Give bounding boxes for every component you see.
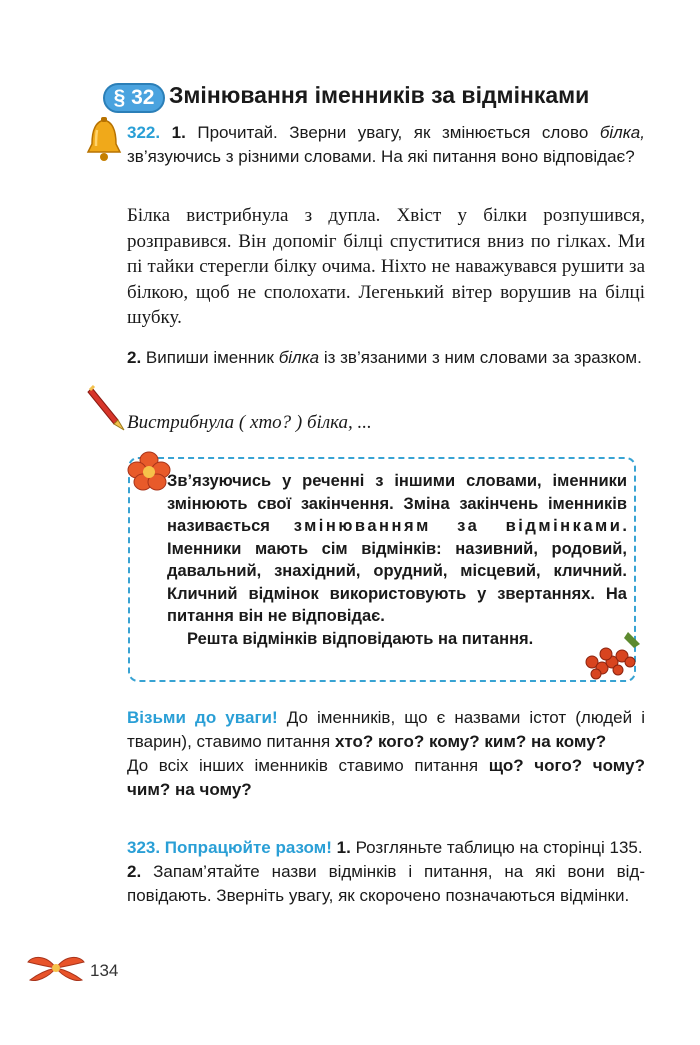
note-block: [127, 706, 645, 802]
exercise-323: [127, 836, 645, 908]
task-text: зв’язуючись з різними словами. На які питання воно відповідає?: [127, 147, 635, 166]
section-badge: § 32: [103, 83, 165, 113]
flower-icon: [125, 450, 173, 499]
page-number: 134: [90, 961, 119, 980]
rowan-berries-icon: [578, 628, 650, 689]
task-text: Випиши іменник: [145, 348, 274, 367]
exercise-number: 322.: [127, 123, 161, 142]
rule-text: [167, 470, 627, 650]
note-questions: хто? кого? кому? ким? на кому?: [334, 732, 607, 751]
rule-part: Зв’язуючись у реченні з іншими словами, іменники змінюють свої закінчення. Зміна закінчень іменників називається: [167, 472, 627, 535]
task-text: Прочитай. Зверни увагу, як змінюється слово: [197, 123, 589, 142]
note-label: Візьми до уваги!: [127, 708, 278, 727]
pen-icon: [84, 382, 128, 439]
page-title: Змінювання іменників за відмінками: [169, 82, 590, 108]
reading-passage: Білка вистрибнула з дупла. Хвіст у білки розпушився, розправився. Він допоміг білці спуститися вниз по гілках. Ми пі тайки стерегли білку очима. Ніхто не наважувався рушити за білкою, щоб не сполохати. Легенький вітер ворушив на білці шубку.: [127, 205, 645, 328]
rule-last-line: Решта відмінків відповідають на питання.: [187, 629, 534, 648]
task-text: Розгляньте таблицю на сторінці 135.: [355, 838, 643, 857]
note-text: До іменників, що є назвами істот (людей і тварин), ставимо питання: [127, 708, 645, 751]
rule-term: змінюванням за відмінками: [293, 517, 623, 535]
task-text: Запам’ятайте назви відмінків і питання, на які вони відповідають. Зверніть увагу, як скорочено позначаються відмінки.: [127, 862, 645, 905]
part-number: 2.: [127, 348, 142, 367]
task-word: білка,: [599, 123, 645, 142]
task-text: із зв’язаними з ним словами за зразком.: [323, 348, 642, 367]
task-word: білка: [278, 348, 320, 367]
leaf-ornament-icon: [26, 950, 86, 991]
rule-part: . Іменники мають сім відмінків: називний, родовий, давальний, знахідний, орудний, місцевий, кличний. Кличний відмінок використовують у звертаннях. На питання він не відповідає.: [167, 517, 627, 625]
note-text: До всіх інших іменників ставимо питання: [127, 756, 479, 775]
model-example: Вистрибнула ( хто? ) білка, ...: [127, 412, 372, 433]
note-questions: що? чого? чому? чим? на чому?: [127, 756, 645, 799]
part-number: 1.: [336, 838, 351, 857]
exercise-322-part2: [127, 346, 645, 370]
part-number: 2.: [127, 862, 142, 881]
exercise-label: 323. Попрацюйте разом!: [127, 838, 332, 857]
part-number: 1.: [171, 123, 186, 142]
bell-icon: [84, 116, 124, 169]
exercise-322-task: [127, 121, 645, 169]
